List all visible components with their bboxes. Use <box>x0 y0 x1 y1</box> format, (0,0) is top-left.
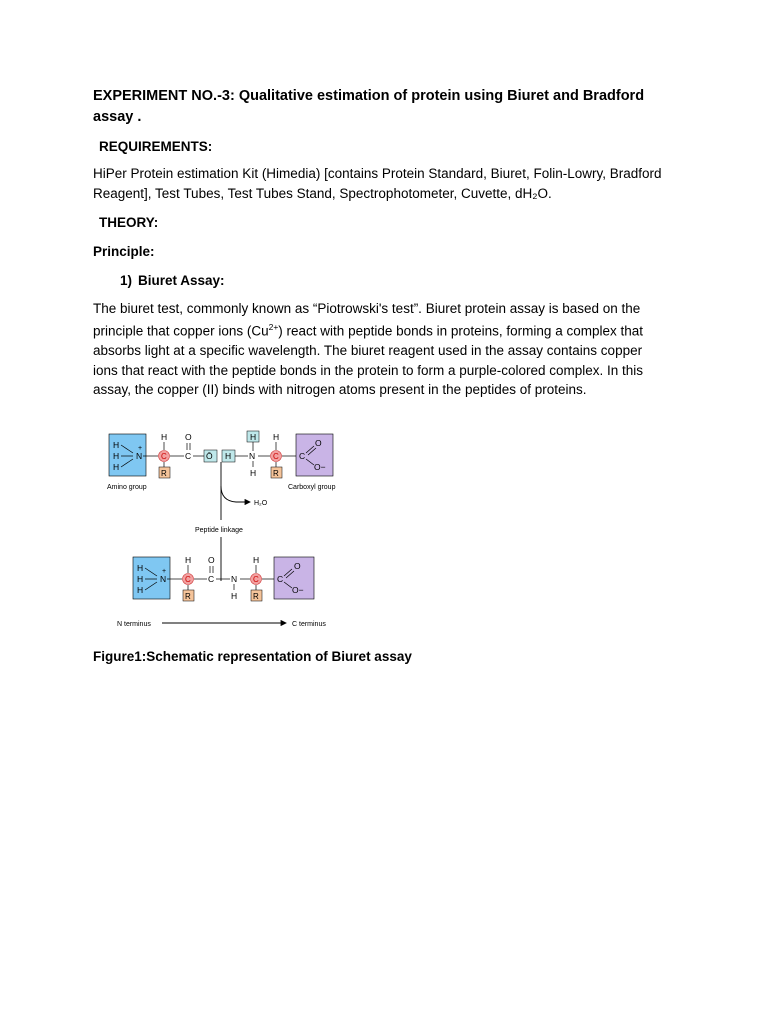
atom-h: H <box>273 432 280 442</box>
amino-group-label: Amino group <box>107 484 147 491</box>
water-label: H₂O <box>254 500 268 507</box>
atom-c: C <box>299 451 306 461</box>
atom-h: H <box>113 440 120 450</box>
atom-o-minus: O− <box>314 462 326 472</box>
figure-caption: Figure1:Schematic representation of Biuret assay <box>93 649 412 664</box>
atom-h: H <box>250 432 257 442</box>
atom-c: C <box>185 575 191 584</box>
atom-c: C <box>208 574 215 584</box>
atom-c: C <box>277 574 284 584</box>
theory-paragraph <box>93 299 663 400</box>
atom-c: C <box>273 452 279 461</box>
atom-h: H <box>250 468 257 478</box>
atom-r: R <box>161 469 167 478</box>
atom-h: H <box>113 462 120 472</box>
page-title: EXPERIMENT NO.-3: Qualitative estimation of protein using Biuret and Bradford assay . <box>93 88 645 125</box>
carboxyl-group-label: Carboxyl group <box>288 484 336 491</box>
biuret-heading <box>120 271 225 290</box>
atom-h: H <box>225 451 232 461</box>
atom-h: H <box>161 432 168 442</box>
principle-heading: Principle: <box>93 244 155 259</box>
requirements-heading: REQUIREMENTS: <box>99 139 213 154</box>
copper-charge: 2+ <box>268 322 279 333</box>
atom-h: H <box>113 451 120 461</box>
atom-o-bar: Ō <box>206 451 213 461</box>
peptide-bond-diagram <box>100 424 360 634</box>
c-terminus-label: C terminus <box>292 621 326 628</box>
atom-c: C <box>161 452 167 461</box>
atom-r: R <box>253 592 259 601</box>
atom-n: N <box>160 574 167 584</box>
atom-c: C <box>253 575 259 584</box>
biuret-figure <box>100 424 360 634</box>
atom-r: R <box>185 592 191 601</box>
theory-text-part1: The biuret test, commonly known as “Piotrowski's test”. Biuret protein assay is based on the principle that copper ions (Cu <box>93 301 641 339</box>
atom-o-minus: O− <box>292 585 304 595</box>
theory-text-part2: ) react with peptide bonds in proteins, forming a complex that absorbs light at a specific wavelength. The biuret reagent used in the assay contains copper ions that react with the peptide bonds in the protein to form a purple-colored complex. In this assay, the copper (II) binds with nitrogen atoms present in the peptides of proteins. <box>93 323 644 398</box>
atom-n: N <box>249 451 256 461</box>
biuret-heading-number: 1) <box>120 273 133 288</box>
atom-r: R <box>273 469 279 478</box>
atom-o: O <box>208 555 215 565</box>
requirements-text: HiPer Protein estimation Kit (Himedia) [contains Protein Standard, Biuret, Folin-Lowry, Bradford Reagent], Test Tubes, Test Tubes Stand, Spectrophotometer, Cuvette, dH₂O. <box>93 166 662 201</box>
atom-h: H <box>137 563 144 573</box>
n-terminus-label: N terminus <box>117 621 151 628</box>
atom-o: O <box>185 432 192 442</box>
peptide-linkage-label: Peptide linkage <box>195 527 243 534</box>
biuret-heading-text: Biuret Assay: <box>138 273 225 288</box>
atom-c: C <box>185 451 192 461</box>
atom-o: O <box>294 561 301 571</box>
plus-charge: + <box>138 445 143 452</box>
atom-h: H <box>253 555 260 565</box>
atom-h: H <box>185 555 192 565</box>
atom-h: H <box>137 574 144 584</box>
plus-charge: + <box>162 568 167 575</box>
atom-o: O <box>315 438 322 448</box>
atom-h: H <box>231 591 238 601</box>
theory-heading: THEORY: <box>99 215 159 230</box>
atom-h: H <box>137 585 144 595</box>
atom-n: N <box>231 574 238 584</box>
atom-n: N <box>136 451 143 461</box>
